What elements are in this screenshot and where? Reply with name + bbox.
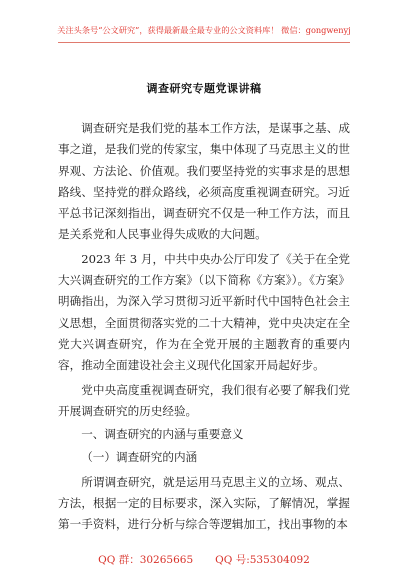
paragraph-definition: 所谓调查研究，就是运用马克思主义的立场、观点、方法，根据一定的目标要求，深入实际，了解情况，掌握第一手资料，进行分析与综合等逻辑加工，找出事物的本	[58, 474, 350, 532]
subsection-heading: （一）调查研究的内涵	[81, 450, 198, 465]
footer-qq-number: QQ 号:535304092	[215, 554, 310, 566]
paragraph-history: 党中央高度重视调查研究，我们很有必要了解我们党开展调查研究的历史经验。	[58, 382, 350, 418]
footer-qq-group: QQ 群：30265665	[98, 554, 194, 566]
document-body	[58, 118, 350, 536]
paragraph-plan: 2023 年 3 月，中共中央办公厅印发了《关于在全党大兴调查研究的工作方案》（以下简称《方案》）。《方案》明确指出，为深入学习贯彻习近平新时代中国特色社会主义思想，全面贯彻落实党的二十大精神，党中央决定在全党大兴调查研究，作为在全党开展的主题教育的重要内容，推动全面建设社会主义现代化国家开局起好步。	[58, 251, 350, 373]
document-title: 调查研究专题党课讲稿	[146, 82, 262, 95]
section-heading: 一、调查研究的内涵与重要意义	[81, 427, 244, 442]
header-notice: 关注头条号“公文研究”，获得最新最全最专业的公文资料库！ 微信：gongwenyj	[57, 25, 351, 35]
paragraph-intro: 调查研究是我们党的基本工作方法，是谋事之基、成事之道，是我们党的传家宝，集中体现了马克思主义的世界观、方法论、价值观。我们要坚持党的实事求是的思想路线、坚持党的群众路线，必须高度重视调查研究。习近平总书记深刻指出，调查研究不仅是一种工作方法，而且是关系党和人民事业得失成败的大问题。	[58, 121, 350, 242]
header-divider	[58, 42, 350, 43]
footer-contact	[0, 552, 408, 567]
